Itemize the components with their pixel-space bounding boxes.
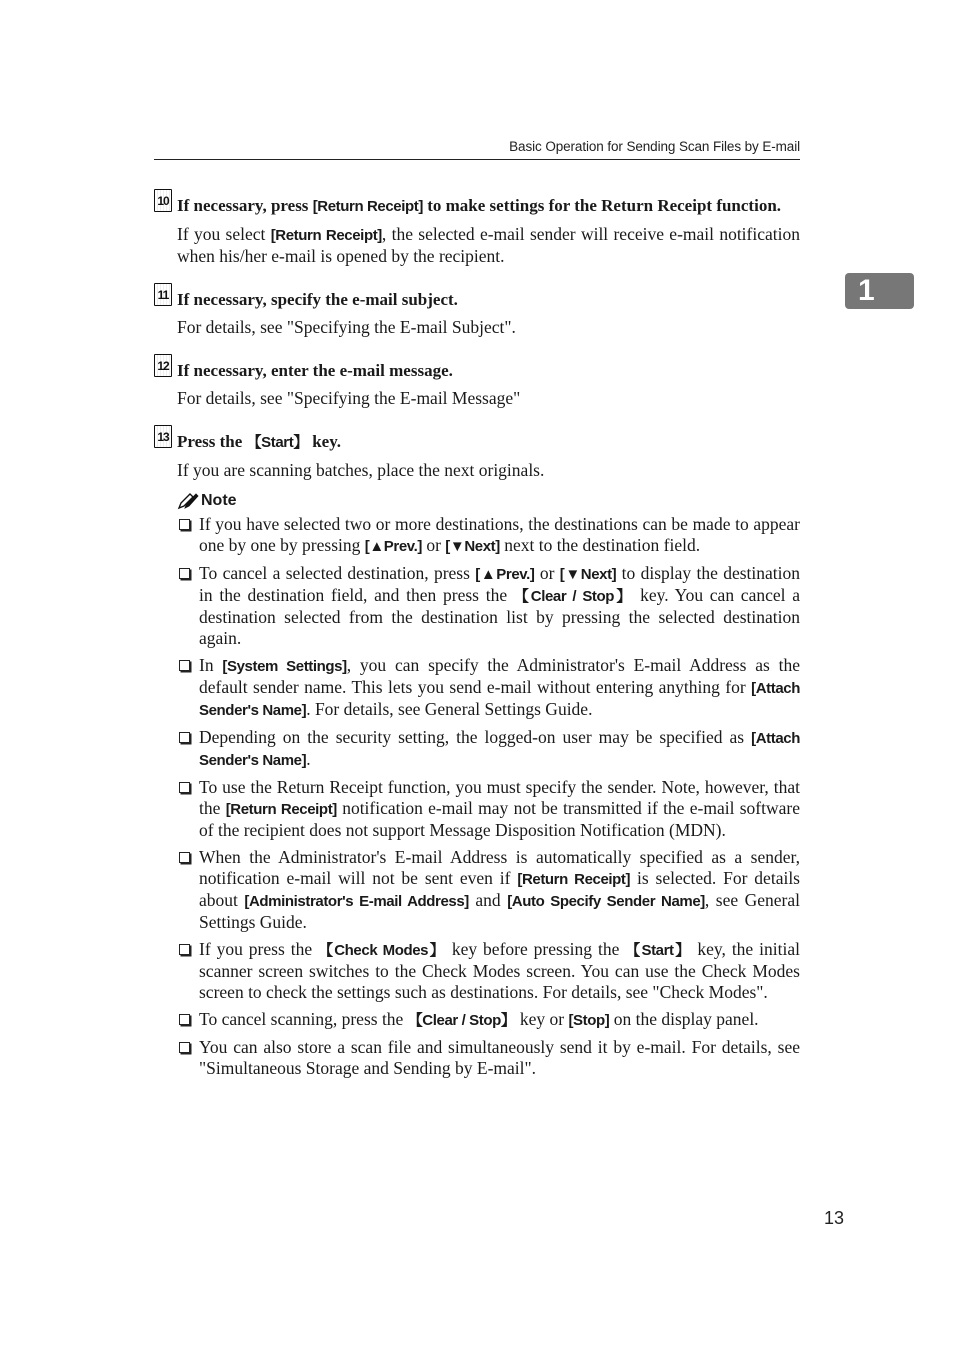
pencil-note-icon [177, 492, 199, 510]
step-title: Press the 【Start】 key. [177, 432, 342, 451]
step-title: If necessary, enter the e-mail message. [177, 361, 453, 380]
checkbox-bullet-icon [179, 519, 190, 530]
page-number: 13 [823, 1208, 844, 1228]
checkbox-bullet-icon [179, 852, 190, 863]
note-item: To cancel a selected destination, press [▲Prev.] or [▼Next] to display the destination in the destination field, and then press the 【Clear / Stop】 key. You can cancel a destination selected from the destination list by pressing the selected destination again. [177, 563, 800, 649]
checkbox-bullet-icon [179, 732, 190, 743]
step-number-badge: 11 [154, 283, 172, 306]
note-heading-label: Note [201, 492, 237, 509]
note-item: Depending on the security setting, the logged-on user may be specified as [Attach Sender's Name]. [177, 727, 800, 771]
checkbox-bullet-icon [179, 568, 190, 579]
note-item: In [System Settings], you can specify the Administrator's E-mail Address as the default sender name. This lets you send e-mail without entering anything for [Attach Sender's Name]. For details, see General Settings Guide. [177, 655, 800, 721]
step-title: If necessary, press [Return Receipt] to make settings for the Return Receipt function. [177, 196, 782, 215]
key-label: [Return Receipt] [312, 198, 423, 215]
main-content [154, 189, 800, 1085]
step-body: If you are scanning batches, place the next originals. [177, 460, 545, 480]
checkbox-bullet-icon [179, 660, 190, 671]
checkbox-bullet-icon [179, 1042, 190, 1053]
chapter-number: 1 [858, 274, 875, 307]
key-label: 【Start】 [246, 434, 308, 451]
checkbox-bullet-icon [179, 1014, 190, 1025]
step-body: For details, see "Specifying the E-mail Message" [177, 388, 521, 408]
step-13 [154, 425, 800, 481]
step-12 [154, 354, 800, 409]
note-item: If you have selected two or more destinations, the destinations can be made to appear one by one by pressing [▲Prev.] or [▼Next] next to the destination field. [177, 514, 800, 557]
step-number-badge: 10 [154, 189, 172, 212]
step-title: If necessary, specify the e-mail subject. [177, 290, 458, 309]
step-number-badge: 13 [154, 425, 172, 448]
checkbox-bullet-icon [179, 782, 190, 793]
note-item: If you press the 【Check Modes】 key before pressing the 【Start】 key, the initial scanner screen switches to the Check Modes screen. You can use the Check Modes screen to check the settings such as destinations. For details, see "Check Modes". [177, 939, 800, 1003]
note-item: To use the Return Receipt function, you must specify the sender. Note, however, that the [Return Receipt] notification e-mail may not be transmitted if the e-mail software of the recipient does not support Message Disposition Notification (MDN). [177, 777, 800, 841]
step-body: If you select [Return Receipt], the selected e-mail sender will receive e-mail notification when his/her e-mail is opened by the recipient. [177, 224, 800, 266]
note-heading [177, 492, 800, 510]
step-body: For details, see "Specifying the E-mail Subject". [177, 317, 516, 337]
note-item: You can also store a scan file and simultaneously send it by e-mail. For details, see "Simultaneous Storage and Sending by E-mail". [177, 1037, 800, 1079]
note-item: To cancel scanning, press the 【Clear / Stop】 key or [Stop] on the display panel. [177, 1009, 800, 1031]
checkbox-bullet-icon [179, 944, 190, 955]
chapter-tab [845, 273, 914, 309]
header-divider [154, 159, 800, 160]
key-label: [Return Receipt] [270, 227, 382, 244]
step-number-badge: 12 [154, 354, 172, 377]
note-list [177, 514, 800, 1079]
step-10 [154, 189, 800, 267]
note-item: When the Administrator's E-mail Address is automatically specified as a sender, notification e-mail will not be sent even if [Return Receipt] is selected. For details about [Administrator's E-mail Address] and [Auto Specify Sender Name], see General Settings Guide. [177, 847, 800, 933]
header-title: Basic Operation for Sending Scan Files by E-mail [509, 139, 800, 154]
step-11 [154, 283, 800, 338]
